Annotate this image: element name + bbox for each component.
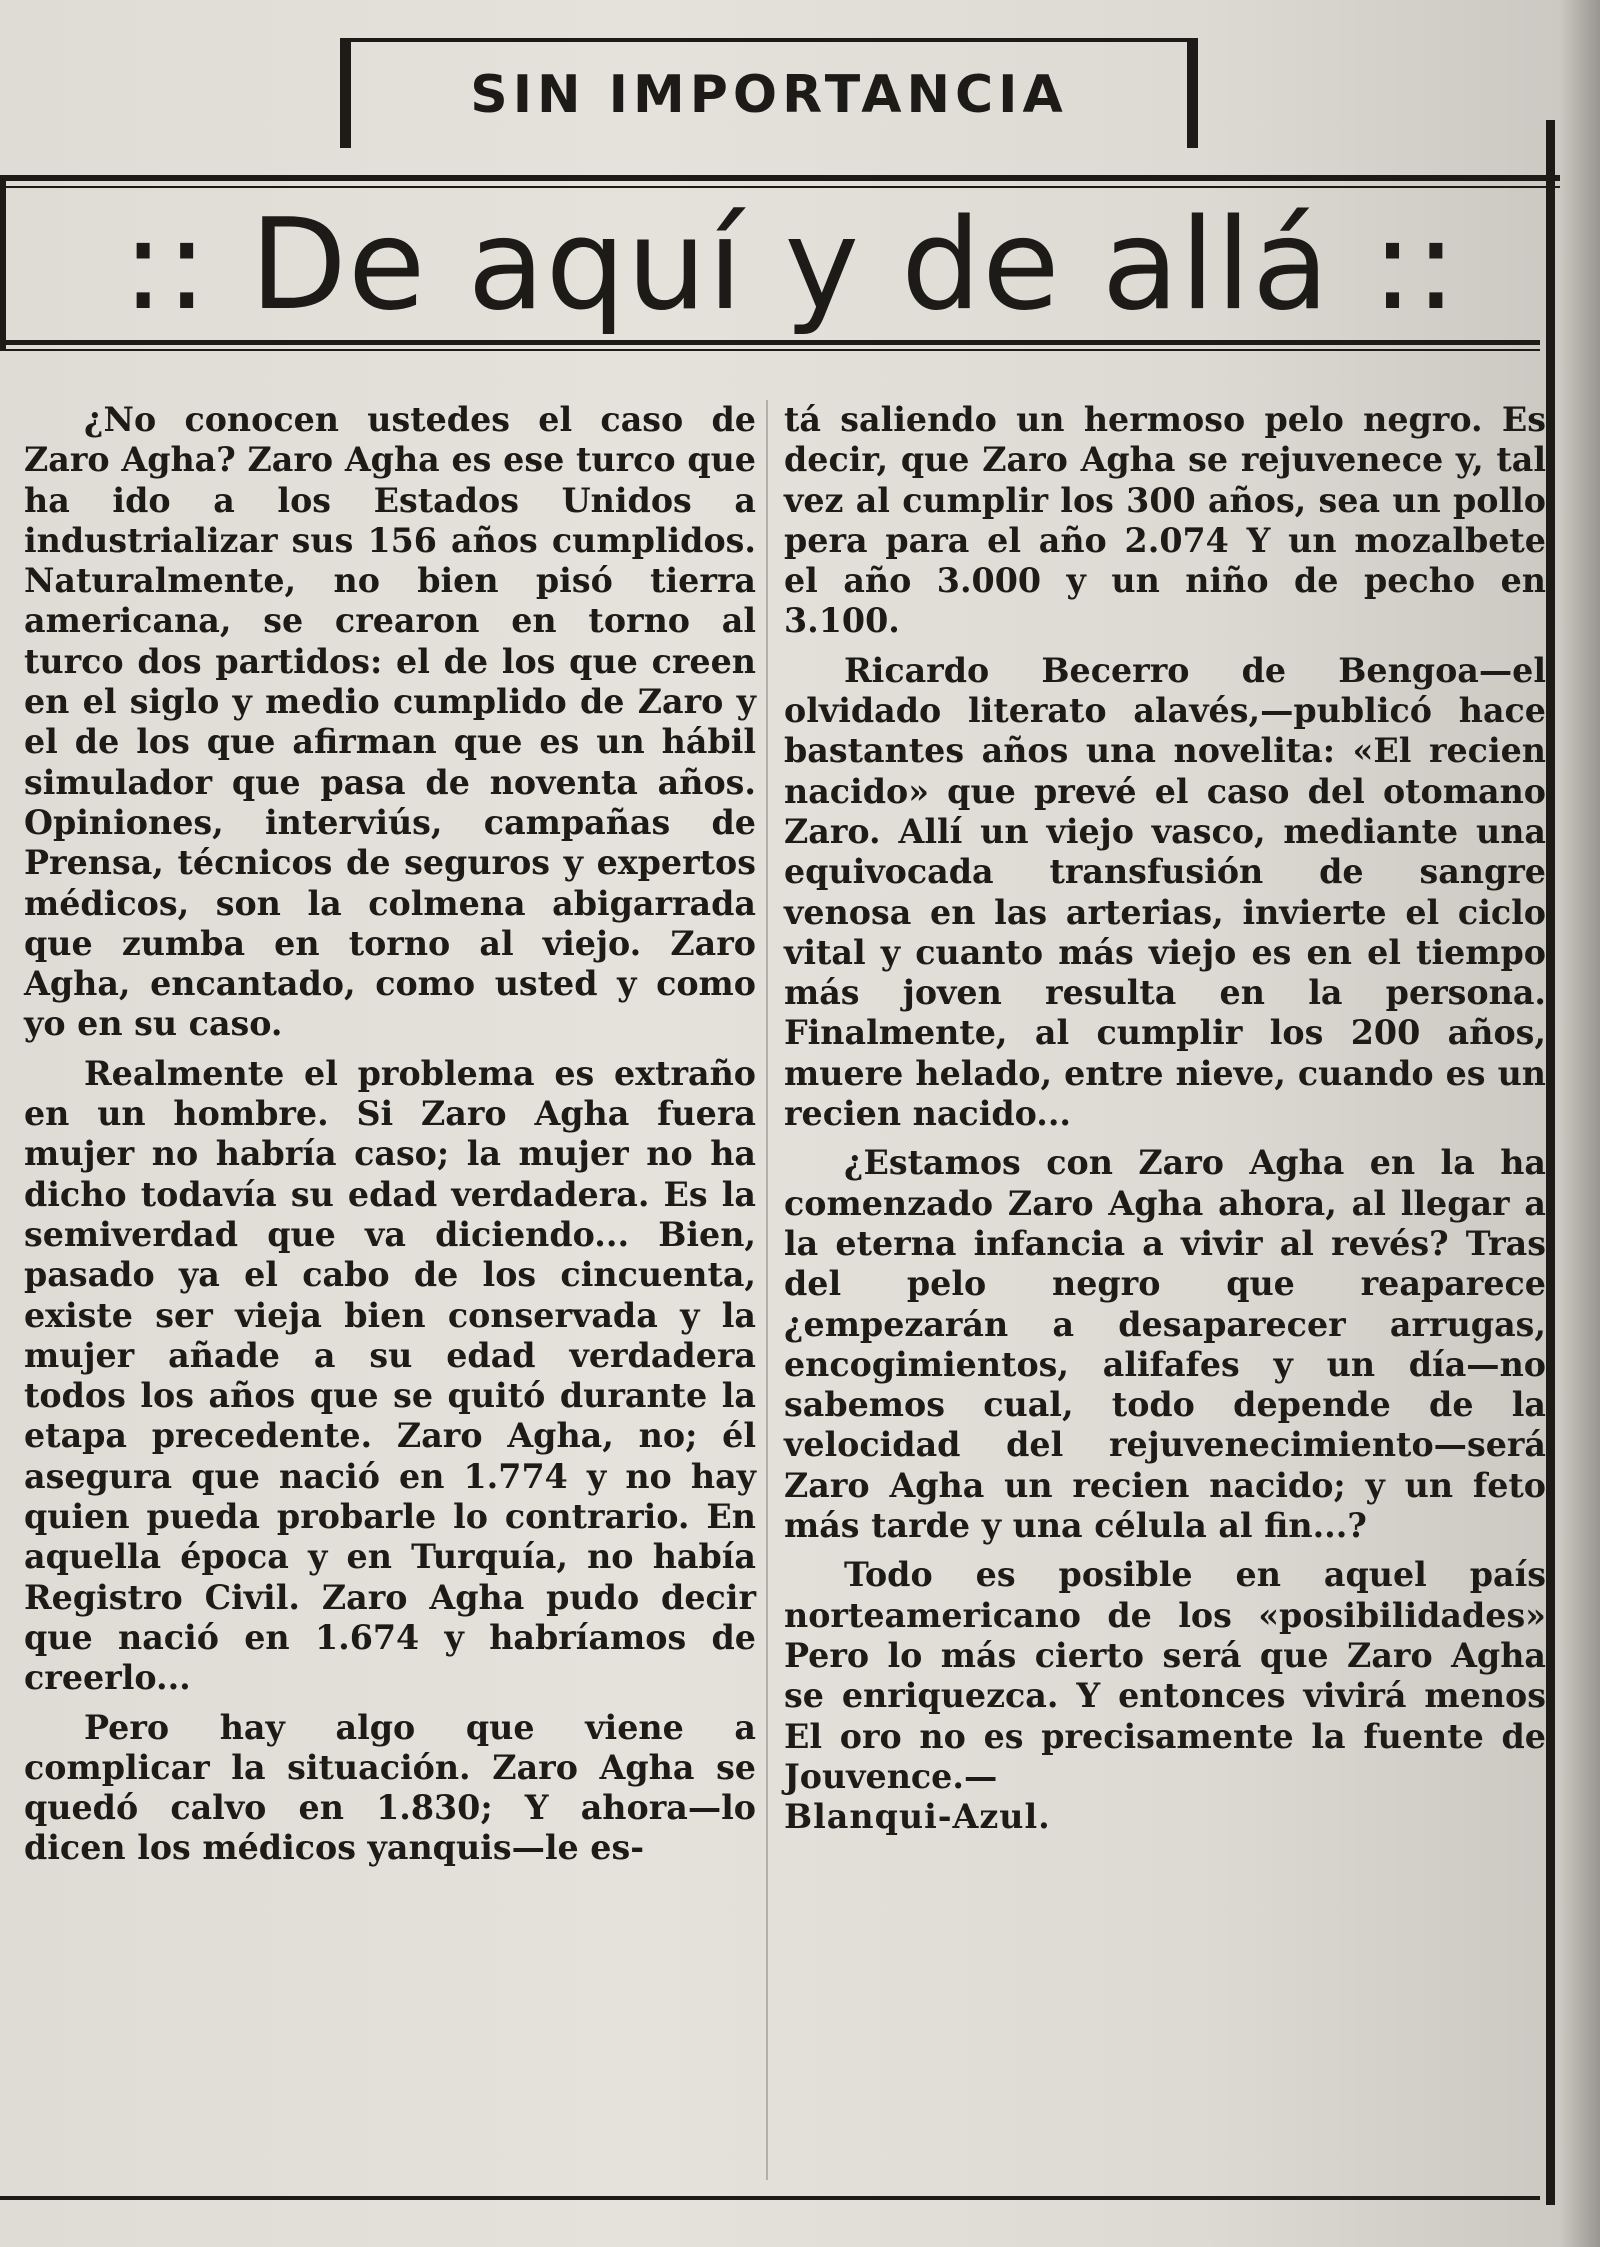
headline-bottom-rule: [0, 340, 1540, 345]
article-paragraph: Todo es posible en aquel país norteamericano de los «posibilidades» Pero lo más cierto será que Zaro Agha se enriquezca. Y entonces vivirá menos El oro no es precisamente la fuente de Jouvence.—: [784, 1555, 1546, 1796]
headline-bottom-rule-thin: [0, 349, 1540, 351]
article-paragraph: Realmente el problema es extraño en un hombre. Si Zaro Agha fuera mujer no habría caso; la mujer no ha dicho todavía su edad verdadera. Es la semiverdad que va diciendo... Bien, pasado ya el cabo de los cincuenta, existe ser vieja bien conservada y la mujer añade a su edad verdadera todos los años que se quitó durante la etapa precedente. Zaro Agha, no; él asegura que nació en 1.774 y no hay quien pueda probarle lo contrario. En aquella época y en Turquía, no había Registro Civil. Zaro Agha pudo decir que nació en 1.674 y habríamos de creerlo...: [24, 1053, 756, 1698]
top-rule: [0, 175, 1560, 181]
article-paragraph: ¿Estamos con Zaro Agha en la ha comenzado Zaro Agha ahora, al llegar a la eterna infancia a vivir al revés? Tras del pelo negro que reaparece ¿empezarán a desaparecer arrugas, encogimientos, alifafes y un día—no sabemos cual, todo depende de la velocidad del rejuvenecimiento—será Zaro Agha un recien nacido; y un feto más tarde y una célula al fin...?: [784, 1143, 1546, 1546]
article-column-left: [24, 400, 756, 1869]
page-edge-shadow: [1560, 0, 1600, 2247]
section-title: SIN IMPORTANCIA: [470, 65, 1068, 125]
article-paragraph: Ricardo Becerro de Bengoa—el olvidado literato alavés,—publicó hace bastantes años una novelita: «El recien nacido» que prevé el caso del otomano Zaro. Allí un viejo vasco, mediante una equivocada transfusión de sangre venosa en las arterias, invierte el ciclo vital y cuanto más viejo es en el tiempo más joven resulta en la persona. Finalmente, al cumplir los 200 años, muere helado, entre nieve, cuando es un recien nacido...: [784, 650, 1546, 1134]
article-paragraph: Pero hay algo que viene a complicar la situación. Zaro Agha se quedó calvo en 1.830; Y ahora—lo dicen los médicos yanquis—le es-: [24, 1707, 756, 1868]
article-column-right: [784, 400, 1546, 1837]
headline: :: De aquí y de allá ::: [121, 191, 1459, 338]
column-right-rule: [1546, 120, 1555, 2205]
column-separator: [766, 400, 768, 2180]
bottom-rule: [0, 2196, 1540, 2200]
author-signature: Blanqui-Azul.: [784, 1797, 1051, 1837]
headline-left-rule: [0, 180, 6, 350]
section-header-box: [340, 38, 1198, 148]
top-rule-thin: [0, 186, 1560, 188]
article-paragraph: tá saliendo un hermoso pelo negro. Es decir, que Zaro Agha se rejuvenece y, tal vez al cumplir los 300 años, sea un pollo pera para el año 2.074 Y un mozalbete el año 3.000 y un niño de pecho en 3.100.: [784, 400, 1546, 641]
article-paragraph: ¿No conocen ustedes el caso de Zaro Agha? Zaro Agha es ese turco que ha ido a los Estados Unidos a industrializar sus 156 años cumplidos. Naturalmente, no bien pisó tierra americana, se crearon en torno al turco dos partidos: el de los que creen en el siglo y medio cumplido de Zaro y el de los que afirman que es un hábil simulador que pasa de noventa años. Opiniones, interviús, campañas de Prensa, técnicos de seguros y expertos médicos, son la colmena abigarrada que zumba en torno al viejo. Zaro Agha, encantado, como usted y como yo en su caso.: [24, 400, 756, 1044]
